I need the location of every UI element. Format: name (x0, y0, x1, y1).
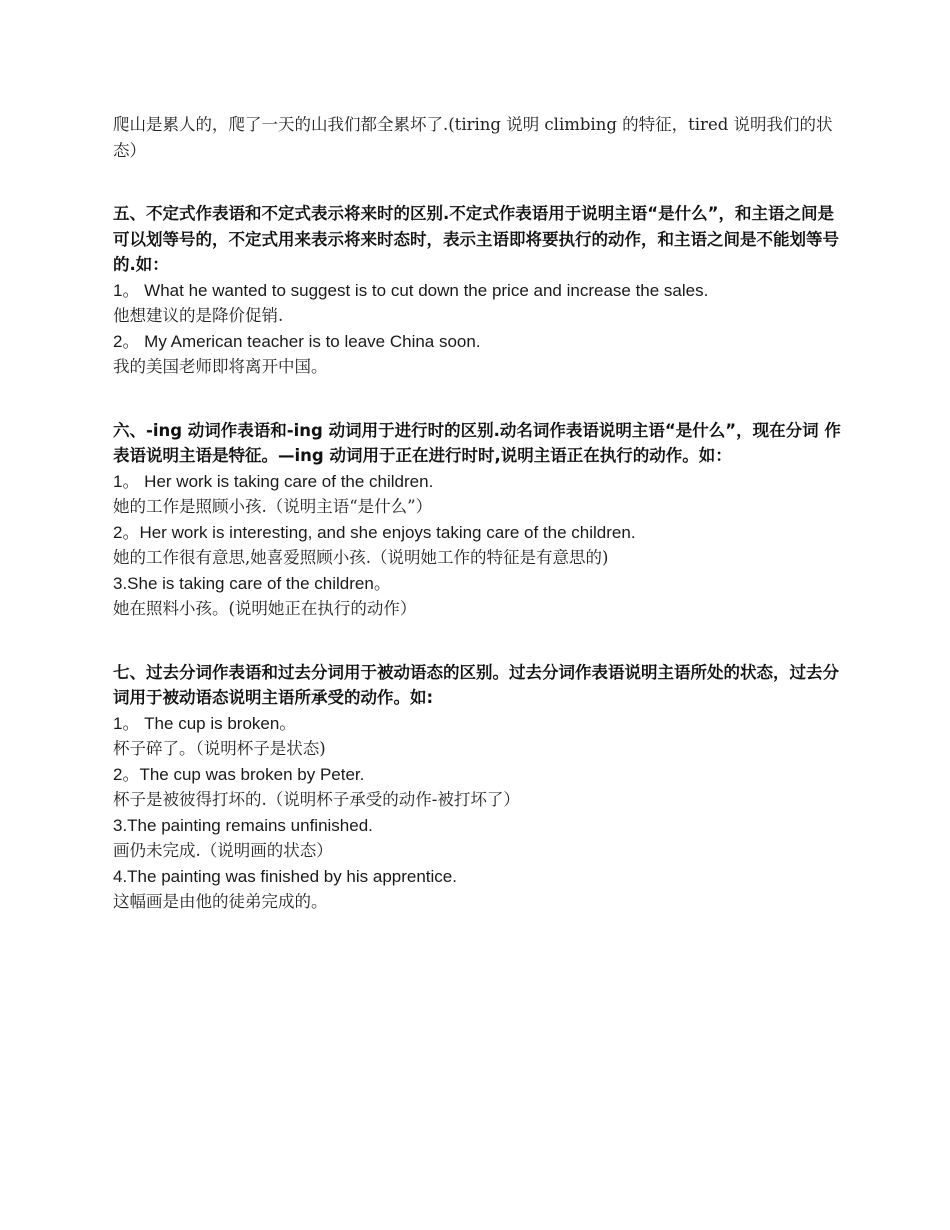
example-translation-zh: 画仍未完成.（说明画的状态） (113, 841, 333, 860)
example-sentence-en: 3.She is taking care of the children。 (113, 573, 391, 593)
example-sentence-en: 2。The cup was broken by Peter. (113, 764, 365, 784)
section-heading: 五、不定式作表语和不定式表示将来时的区别.不定式作表语用于说明主语“是什么”，和主语之间是可以划等号的，不定式用来表示将来时态时，表示主语即将要执行的动作，和主语之间是不能划等号的.如： (113, 204, 839, 274)
example-sentence-en: 1。 What he wanted to suggest is to cut down the price and increase the sales. (113, 280, 709, 300)
example-translation-zh: 她的工作很有意思,她喜爱照顾小孩.（说明她工作的特征是有意思的) (113, 548, 609, 567)
section-seven (113, 660, 848, 915)
document-page (113, 112, 848, 915)
section-heading: 七、过去分词作表语和过去分词用于被动语态的区别。过去分词作表语说明主语所处的状态，过去分词用于被动语态说明主语所承受的动作。如: (113, 662, 839, 707)
example-sentence-en: 3.The painting remains unfinished. (113, 815, 373, 835)
section-six (113, 418, 848, 622)
example-translation-zh: 她的工作是照顾小孩.（说明主语“是什么”） (113, 497, 433, 516)
example-sentence-en: 4.The painting was finished by his apprentice. (113, 866, 457, 886)
example-sentence-en: 2。 My American teacher is to leave China soon. (113, 331, 481, 351)
section-heading: 六、-ing 动词作表语和-ing 动词用于进行时的区别.动名词作表语说明主语“是什么”，现在分词 作表语说明主语是特征。—ing 动词用于正在进行时时,说明主语正在执行的动作。如： (113, 420, 841, 465)
example-translation-zh: 他想建议的是降价促销. (113, 306, 284, 325)
example-sentence-en: 1。 Her work is taking care of the children. (113, 471, 434, 491)
example-translation-zh: 杯子碎了。（说明杯子是状态) (113, 739, 326, 758)
example-translation-zh: 她在照料小孩。(说明她正在执行的动作） (113, 599, 417, 618)
example-sentence-en: 1。 The cup is broken。 (113, 713, 297, 733)
example-translation-zh: 杯子是被彼得打坏的.（说明杯子承受的动作-被打坏了） (113, 790, 520, 809)
intro-paragraph: 爬山是累人的，爬了一天的山我们都全累坏了.(tiring 说明 climbing 的特征，tired 说明我们的状态） (113, 115, 833, 160)
section-five (113, 201, 848, 380)
example-translation-zh: 这幅画是由他的徒弟完成的。 (113, 892, 328, 911)
example-sentence-en: 2。Her work is interesting, and she enjoys taking care of the children. (113, 522, 636, 542)
example-translation-zh: 我的美国老师即将离开中国。 (113, 357, 328, 376)
